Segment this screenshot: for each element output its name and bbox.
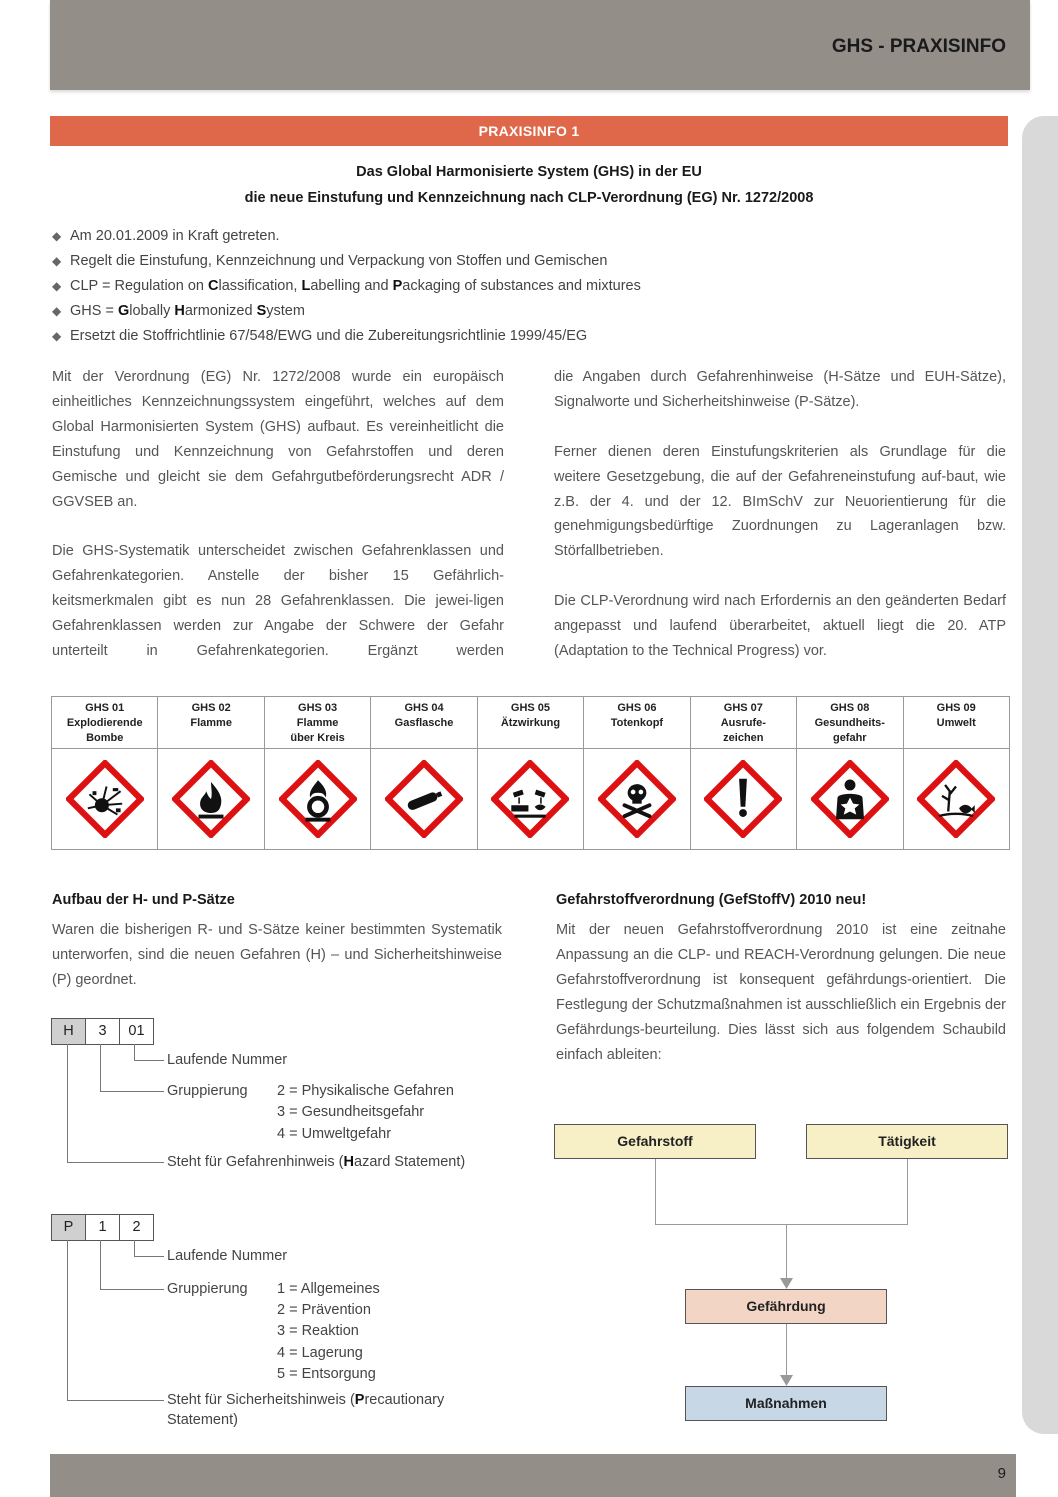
paragraph: Die CLP-Verordnung wird nach Erfordernis an den geänderten Bedarf angepasst und laufend überarbeitet, aktuell liegt die 20. ATP (Adaptation to the Technical Progress) vor. xyxy=(554,593,1006,659)
p-group-item: 1 = Allgemeines xyxy=(277,1281,380,1297)
ghs-cell-09 xyxy=(904,697,1009,849)
p-group-item: 4 = Lagerung xyxy=(277,1345,363,1361)
ghs-pictogram-table xyxy=(51,696,1010,850)
ghs-cell-01 xyxy=(52,697,158,849)
ghs-header: GHS 05 Ätzwirkung xyxy=(478,697,583,749)
connector-line xyxy=(67,1162,164,1163)
section-bar: PRAXISINFO 1 xyxy=(50,116,1008,146)
code-box: 2 xyxy=(119,1214,154,1241)
connector-line xyxy=(655,1224,908,1225)
side-tab xyxy=(1022,116,1058,1434)
bullet-list xyxy=(52,226,641,351)
text-column-left xyxy=(52,365,504,689)
h-group-item: 3 = Gesundheitsgefahr xyxy=(277,1104,425,1120)
p-group-item: 5 = Entsorgung xyxy=(277,1366,376,1382)
flow-box-gefahrstoff: Gefahrstoff xyxy=(554,1124,756,1159)
ghs-cell-06 xyxy=(584,697,690,849)
paragraph: Die GHS-Systematik unterscheidet zwischen Gefahrenklassen und Gefahrenkategorien. Anstelle der bisher 15 Gefährlich-keitsmerkmalen gibt es nun 28 Gefahrenklassen. Die jewei-ligen Gefahrenklassen werden zur Angabe der Schwere der Gefahr unterteilt in Gefahrenkategorien. Ergänzt werden xyxy=(52,543,504,659)
exploding-bomb-icon xyxy=(66,760,144,838)
p-group-item: 2 = Prävention xyxy=(277,1302,371,1318)
connector-line xyxy=(786,1224,787,1280)
flow-box-taetigkeit: Tätigkeit xyxy=(806,1124,1008,1159)
ghs-cell-05 xyxy=(478,697,584,849)
code-box: 1 xyxy=(85,1214,120,1241)
main-title-line-1: Das Global Harmonisierte System (GHS) in der EU xyxy=(356,164,702,180)
connector-line xyxy=(134,1060,164,1061)
ghs-cell-02 xyxy=(158,697,264,849)
h-group-item: 4 = Umweltgefahr xyxy=(277,1126,392,1142)
list-item: ◆ CLP = Regulation on Classification, Labelling and Packaging of substances and mixtures xyxy=(52,278,641,294)
diamond-bullet-icon: ◆ xyxy=(52,229,62,243)
p-laufende-label: Laufende Nummer xyxy=(167,1248,288,1264)
connector-line xyxy=(100,1240,101,1290)
gefstoff-text: Mit der neuen Gefahrstoffverordnung 2010 ist eine zeitnahe Anpassung an die CLP- und REACH-Verordnung gelungen. Die neue Gefahrstoffverordnung ist konsequent gefährdungs-orientiert. Die Festlegung der Schutzmaßnahmen ist ausschließlich ein Ergebnis der Gefährdungs-beurteilung. Dies lässt sich aus folgendem Schaubild einfach ableiten: xyxy=(556,922,1006,1063)
main-title-line-2: die neue Einstufung und Kennzeichnung nach CLP-Verordnung (EG) Nr. 1272/2008 xyxy=(244,190,814,206)
connector-line xyxy=(134,1240,135,1257)
p-gruppierung-label: Gruppierung xyxy=(167,1281,248,1297)
connector-line xyxy=(655,1159,656,1225)
ghs-header: GHS 08 Gesundheits- gefahr xyxy=(797,697,902,749)
skull-crossbones-icon xyxy=(598,760,676,838)
health-hazard-icon xyxy=(811,760,889,838)
list-item: ◆ Ersetzt die Stoffrichtlinie 67/548/EWG und die Zubereitungsrichtlinie 1999/45/EG xyxy=(52,328,588,344)
ghs-header: GHS 03 Flamme über Kreis xyxy=(265,697,370,749)
diamond-bullet-icon: ◆ xyxy=(52,279,62,293)
ghs-header: GHS 09 Umwelt xyxy=(904,697,1009,749)
arrow-down-icon xyxy=(780,1278,793,1289)
p-steht-label: Steht für Sicherheitshinweis (Precautionary Statement) xyxy=(167,1392,445,1428)
diamond-bullet-icon: ◆ xyxy=(52,304,62,318)
paragraph: Ferner dienen deren Einstufungskriterien als Grundlage für die weitere Gesetzgebung, die auf der Gefahreneinstufung auf-baut, wie z.B. der 4. und der 12. BImSchV zur Neuorientierung für die genehmigungsbedürftige Zuordnungen zu Lageranlagen bzw. Störfallbetrieben. xyxy=(554,443,1006,560)
h-gruppierung-label: Gruppierung xyxy=(167,1083,248,1099)
ghs-header: GHS 07 Ausrufe- zeichen xyxy=(691,697,796,749)
connector-line xyxy=(134,1044,135,1061)
connector-line xyxy=(786,1324,787,1377)
footer-bar xyxy=(50,1454,1016,1497)
ghs-cell-07 xyxy=(691,697,797,849)
code-box: 3 xyxy=(85,1018,120,1045)
h-laufende-label: Laufende Nummer xyxy=(167,1052,288,1068)
code-box: 01 xyxy=(119,1018,154,1045)
flow-box-massnahmen: Maßnahmen xyxy=(685,1386,887,1421)
gas-cylinder-icon xyxy=(385,760,463,838)
p-code-boxes xyxy=(51,1214,153,1241)
p-group-item: 3 = Reaktion xyxy=(277,1323,359,1339)
connector-line xyxy=(67,1240,68,1401)
ghs-cell-03 xyxy=(265,697,371,849)
flame-over-circle-icon xyxy=(279,760,357,838)
page-title: GHS - PRAXISINFO xyxy=(831,36,1006,57)
paragraph: Mit der Verordnung (EG) Nr. 1272/2008 wurde ein europäisch einheitliches Kennzeichnungssystem eingeführt, welches auf dem Global Harmonisierten System (GHS) aufbaut. Es vereinheitlicht die Einstufung und Kennzeichnung von Gefahrstoffen und deren Gemische und gleicht sie dem Gefahrgutbeförderungsrecht ADR / GGVSEB an. xyxy=(52,369,504,510)
h-code-boxes xyxy=(51,1018,153,1045)
code-box: H xyxy=(51,1018,86,1045)
hp-intro: Waren die bisherigen R- und S-Sätze keiner bestimmten Systematik unterworfen, sind die neuen Gefahren (H) – und Sicherheitshinweise (P) geordnet. xyxy=(52,922,502,988)
connector-line xyxy=(67,1400,164,1401)
ghs-header: GHS 06 Totenkopf xyxy=(584,697,689,749)
flow-box-gefaehrdung: Gefährdung xyxy=(685,1289,887,1324)
page-number: 9 xyxy=(997,1465,1006,1482)
list-item: ◆ GHS = Globally Harmonized System xyxy=(52,303,305,319)
flame-icon xyxy=(172,760,250,838)
diamond-bullet-icon: ◆ xyxy=(52,254,62,268)
hp-heading: Aufbau der H- und P-Sätze xyxy=(52,892,235,908)
connector-line xyxy=(67,1044,68,1163)
list-item: ◆ Am 20.01.2009 in Kraft getreten. xyxy=(52,228,280,244)
diamond-bullet-icon: ◆ xyxy=(52,329,62,343)
gefstoff-heading: Gefahrstoffverordnung (GefStoffV) 2010 neu! xyxy=(556,892,867,908)
paragraph: die Angaben durch Gefahrenhinweise (H-Sätze und EUH-Sätze), Signalworte und Sicherheitshinweise (P-Sätze). xyxy=(554,369,1006,410)
arrow-down-icon xyxy=(780,1375,793,1386)
ghs-cell-04 xyxy=(371,697,477,849)
ghs-header: GHS 01 Explodierende Bombe xyxy=(52,697,157,749)
text-column-right xyxy=(554,365,1006,689)
ghs-cell-08 xyxy=(797,697,903,849)
connector-line xyxy=(134,1256,164,1257)
list-item: ◆ Regelt die Einstufung, Kennzeichnung und Verpackung von Stoffen und Gemischen xyxy=(52,253,608,269)
ghs-header: GHS 02 Flamme xyxy=(158,697,263,749)
corrosion-icon xyxy=(491,760,569,838)
environment-icon xyxy=(917,760,995,838)
connector-line xyxy=(907,1159,908,1225)
h-steht-label: Steht für Gefahrenhinweis (Hazard Statement) xyxy=(167,1154,466,1170)
code-box: P xyxy=(51,1214,86,1241)
h-group-item: 2 = Physikalische Gefahren xyxy=(277,1083,454,1099)
connector-line xyxy=(100,1044,101,1092)
connector-line xyxy=(100,1091,164,1092)
ghs-header: GHS 04 Gasflasche xyxy=(371,697,476,749)
exclamation-mark-icon xyxy=(704,760,782,838)
connector-line xyxy=(100,1289,164,1290)
